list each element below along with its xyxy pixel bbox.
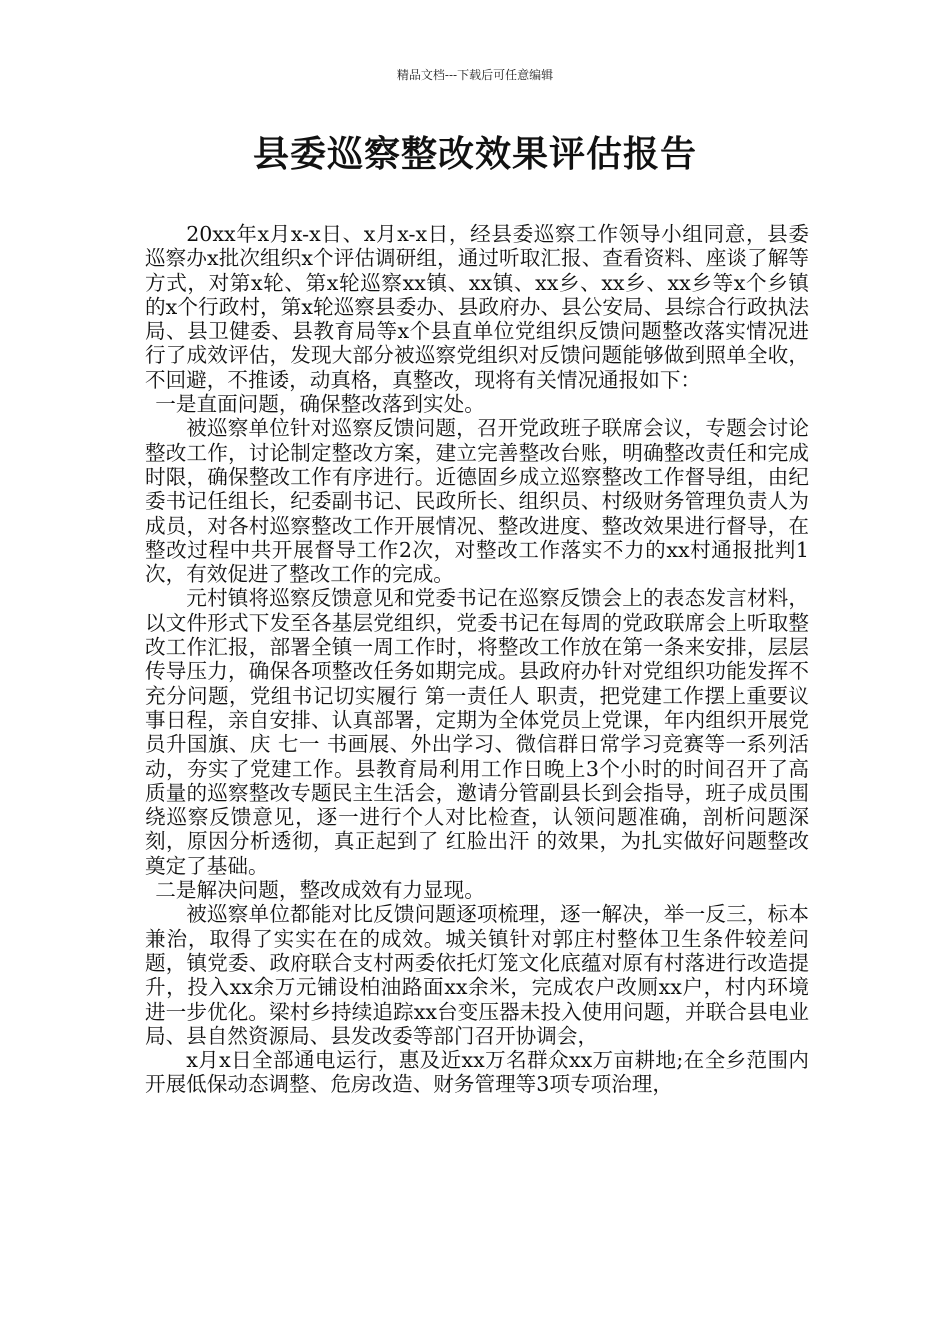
intro-paragraph: 20xx年x月x-x日、x月x-x日，经县委巡察工作领导小组同意，县委巡察办x批次组织x个评估调研组，通过听取汇报、查看资料、座谈了解等方式，对第x轮、第x轮巡察xx镇、xx镇、xx乡、xx乡、xx乡等x个乡镇的x个行政村，第x轮巡察县委办、县政府办、县公安局、县综合行政执法局、县卫健委、县教育局等x个县直单位党组织反馈问题整改落实情况进行了成效评估，发现大部分被巡察党组织对反馈问题能够做到照单全收，不回避，不推诿，动真格，真整改，现将有关情况通报如下： (145, 222, 809, 392)
document-body (145, 222, 809, 1097)
body-paragraph: 元村镇将巡察反馈意见和党委书记在巡察反馈会上的表态发言材料，以文件形式下发至各基层党组织，党委书记在每周的党政联席会上听取整改工作汇报，部署全镇一周工作时，将整改工作放在第一条来安排，层层传导压力，确保各项整改任务如期完成。县政府办针对党组织功能发挥不充分问题，党组书记切实履行 第一责任人 职责，把党建工作摆上重要议事日程，亲自安排、认真部署，定期为全体党员上党课，年内组织开展党员升国旗、庆 七一 书画展、外出学习、微信群日常学习竞赛等一系列活动，夯实了党建工作。县教育局利用工作日晚上3个小时的时间召开了高质量的巡察整改专题民主生活会，邀请分管副县长到会指导，班子成员围绕巡察反馈意见，逐一进行个人对比检查，认领问题准确，剖析问题深刻，原因分析透彻，真正起到了 红脸出汗 的效果，为扎实做好问题整改奠定了基础。 (145, 586, 809, 878)
document-title: 县委巡察整改效果评估报告 (252, 134, 697, 175)
header-note: 精品文档---下载后可任意编辑 (396, 68, 554, 82)
body-paragraph: 被巡察单位都能对比反馈问题逐项梳理，逐一解决，举一反三，标本兼治，取得了实实在在的成效。城关镇针对郭庄村整体卫生条件较差问题，镇党委、政府联合支村两委依托灯笼文化底蕴对原有村落进行改造提升，投入xx余万元铺设柏油路面xx余米，完成农户改厕xx户，村内环境进一步优化。梁村乡持续追踪xx台变压器未投入使用问题，并联合县电业局、县自然资源局、县发改委等部门召开协调会， (145, 902, 809, 1048)
section-heading-one: 一是直面问题，确保整改落到实处。 (155, 392, 485, 417)
body-paragraph: 被巡察单位针对巡察反馈问题，召开党政班子联席会议，专题会讨论整改工作，讨论制定整改方案，建立完善整改台账，明确整改责任和完成时限，确保整改工作有序进行。近德固乡成立巡察整改工作督导组，由纪委书记任组长，纪委副书记、民政所长、组织员、村级财务管理负责人为成员，对各村巡察整改工作开展情况、整改进度、整改效果进行督导，在整改过程中共开展督导工作2次，对整改工作落实不力的xx村通报批判1次，有效促进了整改工作的完成。 (145, 416, 809, 587)
section-heading-two: 二是解决问题，整改成效有力显现。 (155, 878, 485, 903)
body-paragraph: x月x日全部通电运行，惠及近xx万名群众xx万亩耕地;在全乡范围内开展低保动态调整、危房改造、财务管理等3项专项治理， (145, 1048, 809, 1097)
